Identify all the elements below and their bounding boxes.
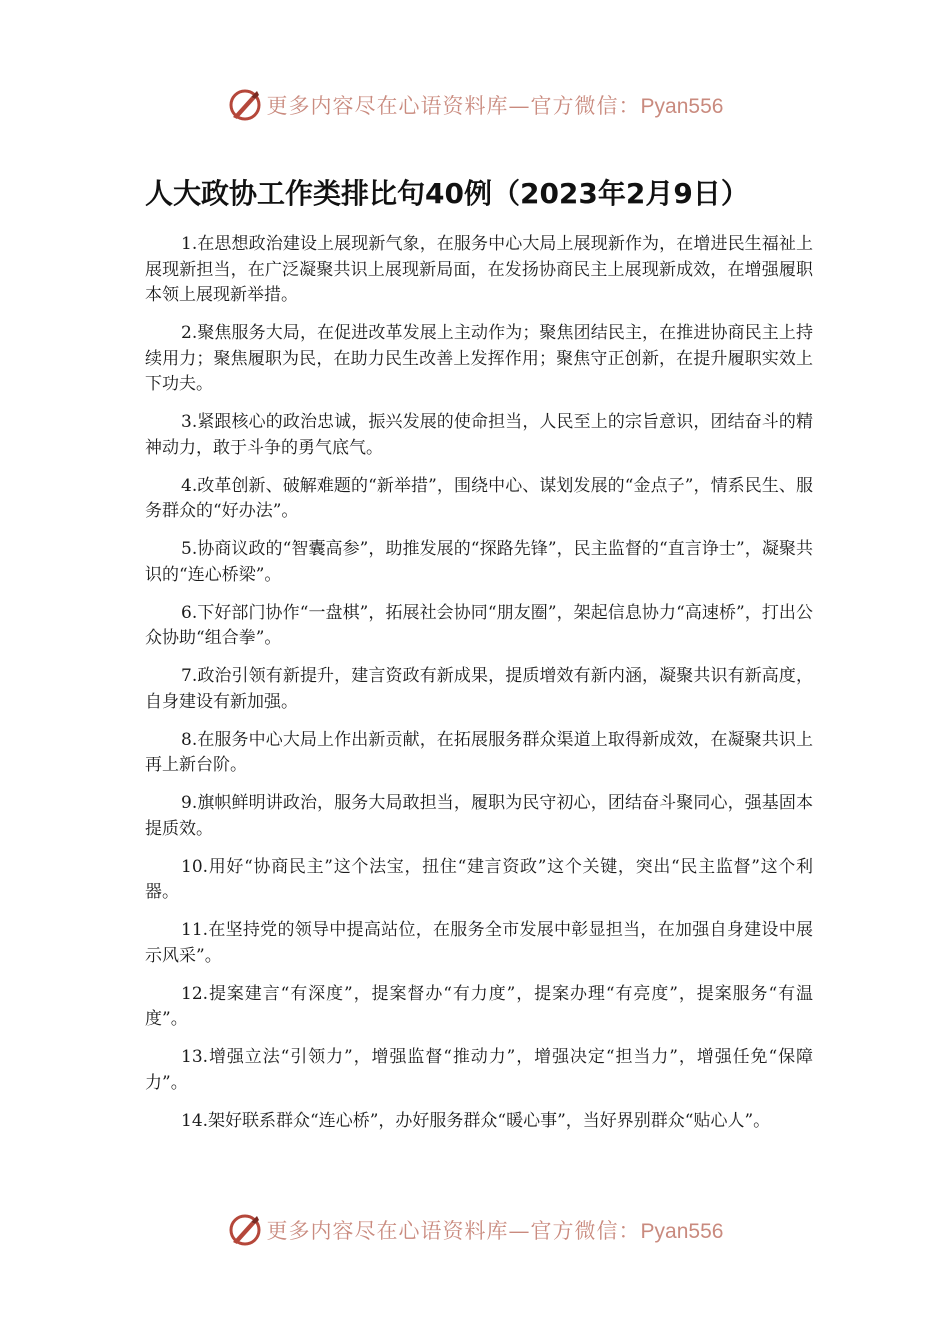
paragraph-2: 2.聚焦服务大局，在促进改革发展上主动作为；聚焦团结民主，在推进协商民主上持续用力；聚焦履职为民，在助力民生改善上发挥作用；聚焦守正创新，在提升履职实效上下功夫。 <box>145 323 813 394</box>
page-title: 人大政协工作类排比句40例（2023年2月9日） <box>145 177 749 210</box>
banner-message: 更多内容尽在心语资料库—官方微信： <box>266 1219 641 1243</box>
banner-handle: Pyan556 <box>640 95 724 118</box>
paragraph-4: 4.改革创新、破解难题的“新举措”，围绕中心、谋划发展的“金点子”，情系民生、服务群众的“好办法”。 <box>145 475 813 521</box>
paragraph-9: 9.旗帜鲜明讲政治，服务大局敢担当，履职为民守初心，团结奋斗聚同心，强基固本提质效。 <box>145 793 813 839</box>
brush-logo-icon <box>227 1212 263 1248</box>
paragraph-13: 13.增强立法“引领力”，增强监督“推动力”，增强决定“担当力”，增强任免“保障力”。 <box>145 1047 813 1093</box>
footer-banner <box>0 1210 950 1250</box>
header-banner <box>0 85 950 125</box>
paragraph-6: 6.下好部门协作“一盘棋”，拓展社会协同“朋友圈”，架起信息协力“高速桥”，打出公众协助“组合拳”。 <box>145 602 813 648</box>
banner-text <box>267 90 724 120</box>
paragraph-5: 5.协商议政的“智囊高参”，助推发展的“探路先锋”，民主监督的“直言诤士”，凝聚共识的“连心桥梁”。 <box>145 539 813 585</box>
document-body <box>145 232 813 1147</box>
paragraph-1: 1.在思想政治建设上展现新气象，在服务中心大局上展现新作为，在增进民生福祉上展现新担当，在广泛凝聚共识上展现新局面，在发扬协商民主上展现新成效，在增强履职本领上展现新举措。 <box>145 234 813 305</box>
paragraph-14: 14.架好联系群众“连心桥”，办好服务群众“暖心事”，当好界别群众“贴心人”。 <box>181 1110 771 1131</box>
paragraph-12: 12.提案建言“有深度”，提案督办“有力度”，提案办理“有亮度”，提案服务“有温度”。 <box>145 983 813 1029</box>
banner-message: 更多内容尽在心语资料库—官方微信： <box>266 94 641 118</box>
brush-logo-icon <box>227 87 263 123</box>
banner-text <box>267 1215 724 1245</box>
paragraph-3: 3.紧跟核心的政治忠诚，振兴发展的使命担当，人民至上的宗旨意识，团结奋斗的精神动力，敢于斗争的勇气底气。 <box>145 412 813 458</box>
paragraph-10: 10.用好“协商民主”这个法宝，扭住“建言资政”这个关键，突出“民主监督”这个利器。 <box>145 856 813 902</box>
paragraph-7: 7.政治引领有新提升，建言资政有新成果，提质增效有新内涵，凝聚共识有新高度，自身建设有新加强。 <box>145 666 813 712</box>
paragraph-8: 8.在服务中心大局上作出新贡献，在拓展服务群众渠道上取得新成效，在凝聚共识上再上新台阶。 <box>145 729 813 775</box>
paragraph-11: 11.在坚持党的领导中提高站位，在服务全市发展中彰显担当，在加强自身建设中展示风采”。 <box>145 920 813 966</box>
banner-handle: Pyan556 <box>640 1220 724 1243</box>
